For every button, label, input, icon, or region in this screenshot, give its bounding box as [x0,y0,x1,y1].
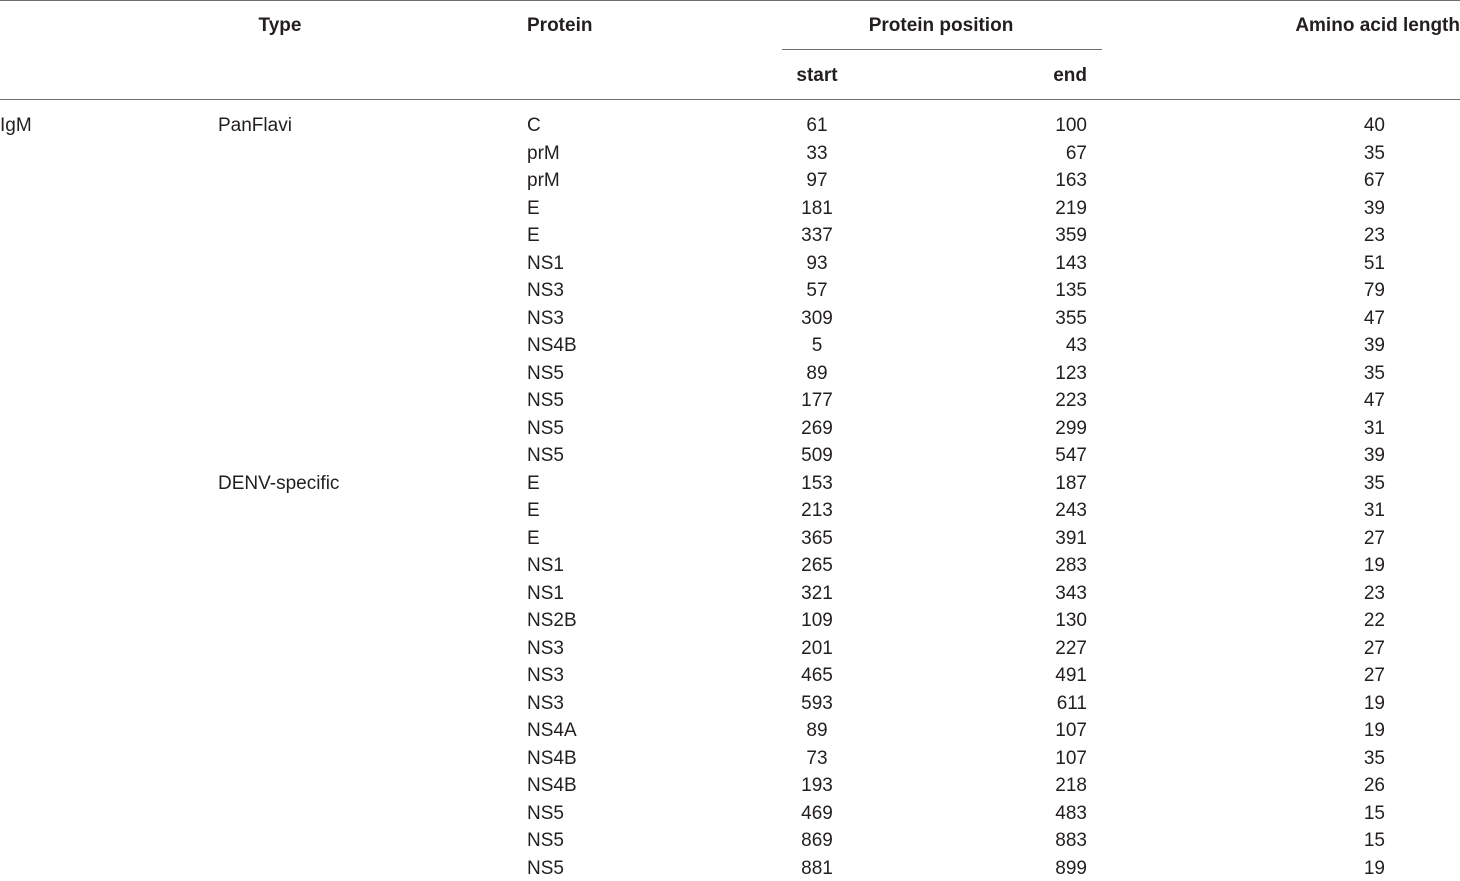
header-bottom-rule [0,99,1460,100]
cell-end: 491 [1055,665,1087,686]
cell-end: 883 [1055,830,1087,851]
cell-length: 35 [1363,473,1385,494]
cell-protein: E [527,198,540,219]
cell-end: 227 [1055,638,1087,659]
cell-start: 201 [801,638,833,659]
cell-start: 97 [806,170,828,191]
cell-end: 483 [1055,803,1087,824]
cell-start: 193 [801,775,833,796]
cell-protein: C [527,115,541,136]
cell-start: 509 [801,445,833,466]
cell-length: 40 [1363,115,1385,136]
cell-protein: E [527,473,540,494]
cell-protein: NS5 [527,445,564,466]
cell-protein: NS3 [527,308,564,329]
cell-end: 143 [1055,253,1087,274]
cell-end: 130 [1055,610,1087,631]
cell-length: 22 [1363,610,1385,631]
cell-end: 123 [1055,363,1087,384]
cell-start: 881 [801,858,833,879]
cell-protein: NS3 [527,280,564,301]
cell-length: 15 [1363,803,1385,824]
cell-end: 43 [1065,335,1087,356]
header-start: start [796,65,838,86]
cell-start: 109 [801,610,833,631]
cell-start: 265 [801,555,833,576]
cell-start: 365 [801,528,833,549]
cell-start: 177 [801,390,833,411]
cell-protein: NS5 [527,803,564,824]
cell-length: 19 [1363,555,1385,576]
cell-start: 593 [801,693,833,714]
cell-start: 869 [801,830,833,851]
cell-end: 359 [1055,225,1087,246]
cell-start: 89 [806,720,828,741]
cell-protein: NS4B [527,748,577,769]
cell-length: 39 [1363,335,1385,356]
cell-start: 73 [806,748,828,769]
cell-type: PanFlavi [218,115,292,136]
cell-start: 5 [811,335,823,356]
cell-start: 89 [806,363,828,384]
cell-length: 19 [1363,858,1385,879]
cell-end: 283 [1055,555,1087,576]
cell-length: 27 [1363,638,1385,659]
cell-end: 243 [1055,500,1087,521]
cell-start: 309 [801,308,833,329]
cell-protein: NS4B [527,335,577,356]
cell-length: 67 [1363,170,1385,191]
cell-protein: E [527,500,540,521]
cell-end: 299 [1055,418,1087,439]
cell-protein: NS4A [527,720,577,741]
cell-length: 19 [1363,693,1385,714]
cell-protein: NS5 [527,418,564,439]
cell-class: IgM [0,115,32,136]
cell-length: 27 [1363,528,1385,549]
cell-protein: NS5 [527,830,564,851]
cell-length: 35 [1363,143,1385,164]
cell-protein: NS2B [527,610,577,631]
cell-length: 19 [1363,720,1385,741]
cell-start: 465 [801,665,833,686]
cell-length: 47 [1363,308,1385,329]
header-end: end [1053,65,1087,86]
cell-length: 35 [1363,363,1385,384]
cell-end: 67 [1065,143,1087,164]
cell-start: 57 [806,280,828,301]
cell-protein: E [527,528,540,549]
cell-protein: NS1 [527,583,564,604]
cell-length: 15 [1363,830,1385,851]
header-protein: Protein [527,15,593,36]
cell-end: 218 [1055,775,1087,796]
cell-start: 337 [801,225,833,246]
cell-length: 39 [1363,445,1385,466]
header-type: Type [258,15,302,36]
cell-protein: NS1 [527,253,564,274]
cell-length: 26 [1363,775,1385,796]
cell-end: 219 [1055,198,1087,219]
cell-length: 51 [1363,253,1385,274]
cell-start: 93 [806,253,828,274]
cell-type: DENV-specific [218,473,340,494]
cell-end: 343 [1055,583,1087,604]
cell-end: 391 [1055,528,1087,549]
cell-length: 47 [1363,390,1385,411]
cell-protein: NS3 [527,638,564,659]
header-amino-acid-length: Amino acid length [1295,15,1460,36]
cell-protein: NS4B [527,775,577,796]
cell-length: 79 [1363,280,1385,301]
cell-start: 181 [801,198,833,219]
cell-start: 469 [801,803,833,824]
header-protein-position: Protein position [868,15,1014,36]
table-top-rule [0,0,1460,1]
cell-start: 213 [801,500,833,521]
cell-end: 107 [1055,748,1087,769]
cell-protein: prM [527,170,560,191]
cell-end: 611 [1056,693,1087,714]
cell-length: 23 [1363,583,1385,604]
cell-end: 547 [1055,445,1087,466]
cell-length: 31 [1363,418,1385,439]
cell-start: 269 [801,418,833,439]
cell-start: 153 [801,473,833,494]
cell-start: 61 [806,115,828,136]
cell-end: 355 [1055,308,1087,329]
cell-length: 23 [1363,225,1385,246]
cell-protein: NS1 [527,555,564,576]
cell-protein: prM [527,143,560,164]
cell-protein: NS5 [527,390,564,411]
cell-end: 163 [1055,170,1087,191]
cell-end: 100 [1055,115,1087,136]
cell-protein: NS5 [527,363,564,384]
cell-end: 223 [1055,390,1087,411]
cell-protein: NS3 [527,665,564,686]
cell-end: 187 [1055,473,1087,494]
cell-start: 321 [801,583,833,604]
cell-length: 31 [1363,500,1385,521]
cell-end: 135 [1055,280,1087,301]
cell-length: 27 [1363,665,1385,686]
cell-protein: NS3 [527,693,564,714]
cell-length: 39 [1363,198,1385,219]
cell-start: 33 [806,143,828,164]
position-span-rule [782,49,1102,50]
cell-end: 107 [1055,720,1087,741]
cell-protein: NS5 [527,858,564,879]
cell-length: 35 [1363,748,1385,769]
cell-protein: E [527,225,540,246]
cell-end: 899 [1055,858,1087,879]
